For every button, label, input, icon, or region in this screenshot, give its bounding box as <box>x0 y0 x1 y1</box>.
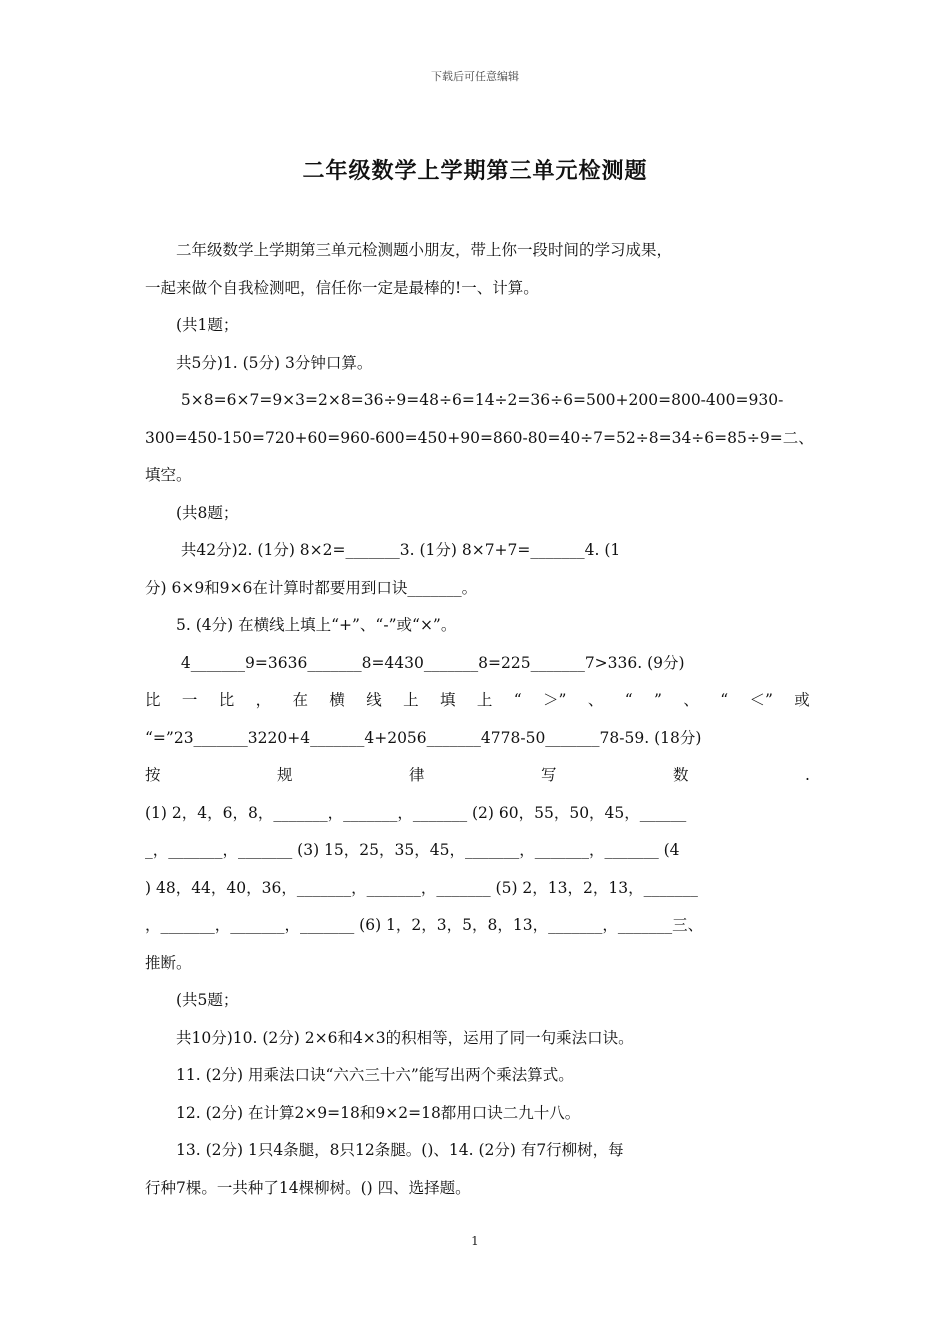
header-note: 下载后可任意编辑 <box>431 70 519 83</box>
text-line: 二年级数学上学期第三单元检测题小朋友，带上你一段时间的学习成果， <box>145 241 673 259</box>
justified-char: 上 <box>403 691 419 709</box>
text-line: (共1题； <box>145 316 239 334</box>
justified-char: 、 <box>683 691 699 709</box>
text-line: 行种7棵。一共种了14棵柳树。() 四、选择题。 <box>145 1178 471 1197</box>
justified-char: 填 <box>440 691 456 709</box>
justified-char: 比 <box>145 691 161 709</box>
justified-line <box>145 682 810 720</box>
justified-char: ， <box>255 691 272 709</box>
text-line: (共5题； <box>145 991 239 1009</box>
justified-char: ” <box>654 691 662 709</box>
justified-char: 线 <box>366 691 382 709</box>
text-line: “=”23_______3220+4_______4+2056_______4778-50_______78-59. (18分) <box>145 728 702 747</box>
justified-char: 数 <box>673 766 689 784</box>
justified-char: 横 <box>329 691 345 709</box>
justified-char: “ <box>624 691 633 709</box>
text-line: 4_______9=3636_______8=4430_______8=225_______7>336. (9分) <box>145 653 685 672</box>
page-number: 1 <box>471 1234 479 1248</box>
text-line: 共10分)10. (2分) 2×6和4×3的积相等，运用了同一句乘法口诀。 <box>145 1028 634 1047</box>
page-title: 二年级数学上学期第三单元检测题 <box>302 158 648 184</box>
text-line: 12. (2分) 在计算2×9=18和9×2=18都用口诀二九十八。 <box>145 1103 581 1122</box>
text-line: 5. (4分) 在横线上填上“+”、“-”或“×”。 <box>145 616 457 634</box>
justified-char: “ <box>720 691 729 709</box>
document-body <box>145 232 814 1207</box>
justified-char: ＜” <box>749 691 773 709</box>
justified-char: ＞” <box>543 691 567 709</box>
text-line: ) 48，44，40，36，_______，_______，_______ (5) 2，13，2，13，_______ <box>145 878 698 897</box>
justified-char: 在 <box>292 691 309 709</box>
text-line: _，_______，_______ (3) 15，25，35，45，_______，_______，_______ (4 <box>145 841 680 859</box>
justified-line <box>145 757 810 795</box>
justified-char: 、 <box>587 691 604 709</box>
justified-char: 一 <box>181 691 198 709</box>
justified-char: 或 <box>794 691 810 709</box>
text-line: 填空。 <box>145 466 192 484</box>
text-line: ，_______，_______，_______ (6) 1，2，3，5，8，13，_______，_______三、 <box>145 916 704 934</box>
justified-char: 规 <box>277 766 293 784</box>
justified-char: “ <box>513 691 522 709</box>
text-line: 一起来做个自我检测吧，信任你一定是最棒的!一、计算。 <box>145 278 539 297</box>
text-line: 11. (2分) 用乘法口诀“六六三十六”能写出两个乘法算式。 <box>145 1066 574 1084</box>
text-line: 300=450-150=720+60=960-600=450+90=860-80=40÷7=52÷8=34÷6=85÷9=二、 <box>145 428 814 447</box>
justified-char: . <box>805 766 810 784</box>
justified-char: 律 <box>409 766 425 784</box>
text-line: 5×8=6×7=9×3=2×8=36÷9=48÷6=14÷2=36÷6=500+200=800-400=930- <box>145 391 784 409</box>
text-line: 共5分)1. (5分) 3分钟口算。 <box>145 353 373 372</box>
text-line: (1) 2，4，6，8，_______，_______，_______ (2) 60，55，50，45，______ <box>145 803 687 822</box>
justified-char: 按 <box>145 766 161 784</box>
justified-char: 写 <box>541 766 557 784</box>
text-line: 13. (2分) 1只4条腿，8只12条腿。()、14. (2分) 有7行柳树，每 <box>145 1141 624 1159</box>
text-line: 分) 6×9和9×6在计算时都要用到口诀_______。 <box>145 578 478 597</box>
text-line: 推断。 <box>145 953 192 972</box>
text-line: (共8题； <box>145 503 239 522</box>
justified-char: 上 <box>476 691 493 709</box>
justified-char: 比 <box>218 691 235 709</box>
text-line: 共42分)2. (1分) 8×2=_______3. (1分) 8×7+7=_______4. (1 <box>145 541 621 559</box>
